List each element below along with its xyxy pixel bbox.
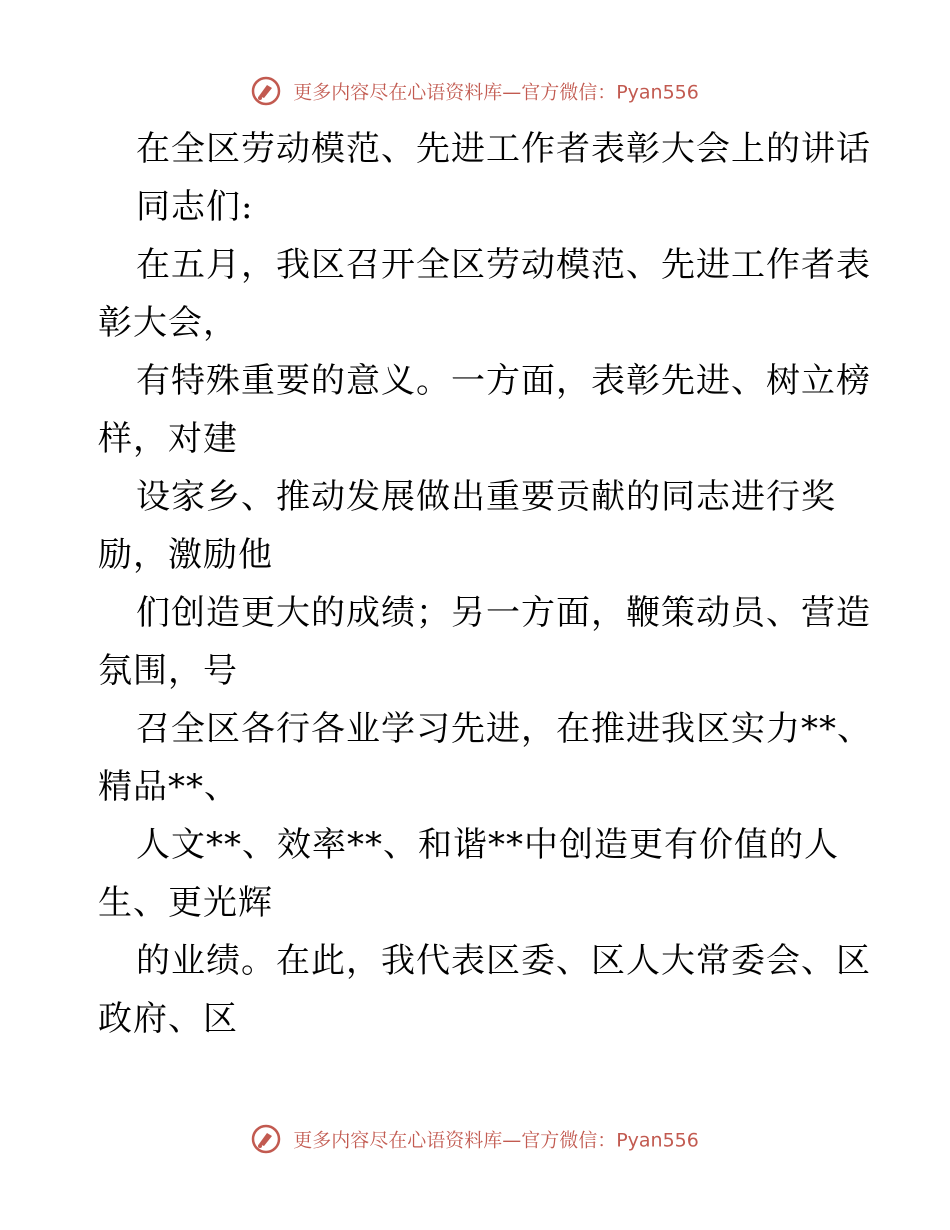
document-title: 在全区劳动模范、先进工作者表彰大会上的讲话 — [136, 129, 871, 169]
paragraph-line: 样，对建 — [98, 419, 238, 459]
page-header-banner — [0, 76, 950, 106]
document-body — [98, 120, 872, 1048]
paragraph-line: 们创造更大的成绩；另一方面，鞭策动员、营造 — [136, 593, 871, 633]
salutation: 同志们: — [136, 187, 254, 227]
paragraph-line: 氛围，号 — [98, 651, 238, 691]
paragraph-line: 政府、区 — [98, 999, 238, 1039]
header-banner-text: 更多内容尽在心语资料库—官方微信：Pyan556 — [293, 81, 699, 104]
page-footer-banner — [0, 1124, 950, 1154]
paragraph-line: 设家乡、推动发展做出重要贡献的同志进行奖 — [136, 477, 836, 517]
footer-banner-text: 更多内容尽在心语资料库—官方微信：Pyan556 — [293, 1129, 699, 1152]
brand-logo-icon — [251, 76, 281, 106]
brand-logo-icon — [251, 1124, 281, 1154]
paragraph-line: 励，激励他 — [98, 535, 273, 575]
paragraph-line: 召全区各行各业学习先进，在推进我区实力**、 — [136, 709, 872, 749]
paragraph-line: 有特殊重要的意义。一方面，表彰先进、树立榜 — [136, 361, 871, 401]
paragraph-line: 人文**、效率**、和谐**中创造更有价值的人 — [136, 825, 839, 865]
paragraph-line: 彰大会， — [98, 303, 238, 343]
paragraph-line: 的业绩。在此，我代表区委、区人大常委会、区 — [136, 941, 871, 981]
paragraph-line: 生、更光辉 — [98, 883, 273, 923]
paragraph-line: 精品**、 — [98, 767, 239, 807]
paragraph-line: 在五月，我区召开全区劳动模范、先进工作者表 — [136, 245, 871, 285]
